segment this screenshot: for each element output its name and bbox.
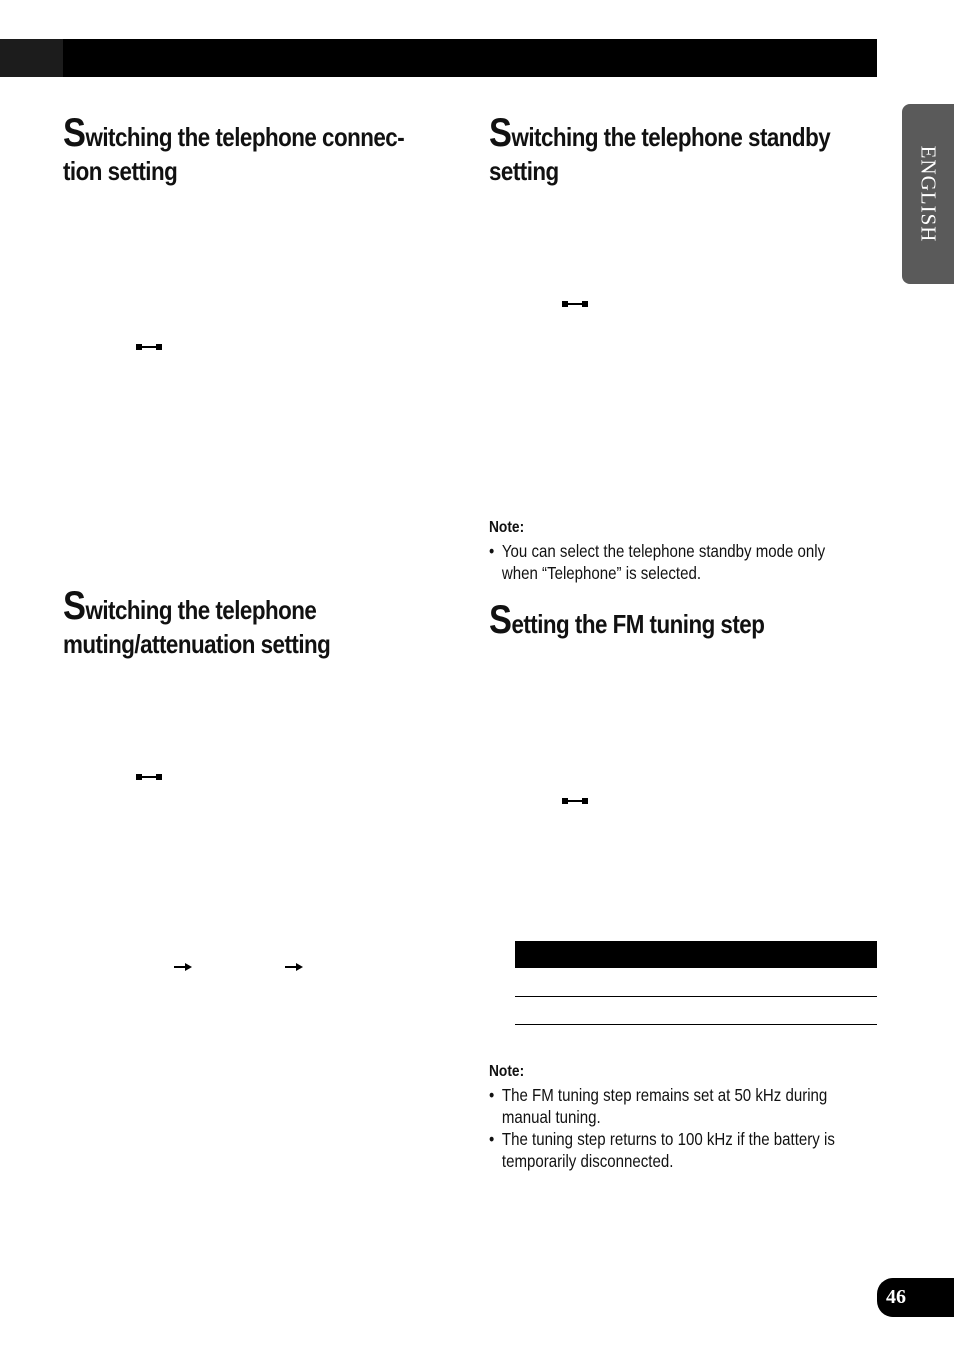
note-list bbox=[489, 1084, 867, 1172]
page-number: 46 bbox=[877, 1278, 954, 1317]
heading-text-line2: setting bbox=[489, 156, 559, 186]
heading-initial: S bbox=[63, 111, 86, 155]
note-item: • You can select the telephone standby mode only when “Telephone” is selected. bbox=[489, 540, 859, 584]
section-heading-connection bbox=[63, 111, 405, 188]
bidirectional-arrow-icon bbox=[562, 300, 588, 308]
note-item: • The tuning step returns to 100 kHz if the battery is temporarily disconnected. bbox=[489, 1128, 867, 1172]
note-label: Note: bbox=[489, 1063, 525, 1080]
heading-text: witching the telephone connec- bbox=[85, 122, 405, 152]
heading-text-line2: tion setting bbox=[63, 156, 178, 186]
heading-text: witching the telephone standby bbox=[511, 122, 831, 152]
section-heading-fm-tuning bbox=[489, 598, 765, 642]
section-heading-muting bbox=[63, 584, 331, 661]
section-heading-standby bbox=[489, 111, 831, 188]
right-arrow-icon bbox=[174, 963, 192, 971]
note-list bbox=[489, 540, 859, 584]
header-bar-left bbox=[0, 39, 63, 77]
heading-initial: S bbox=[489, 598, 512, 642]
table-divider bbox=[515, 1024, 877, 1025]
heading-text: etting the FM tuning step bbox=[511, 609, 765, 639]
note-item: • The FM tuning step remains set at 50 kHz during manual tuning. bbox=[489, 1084, 867, 1128]
header-bar bbox=[63, 39, 877, 77]
language-tab-label: ENGLISH bbox=[916, 145, 941, 243]
heading-text-line2: muting/attenuation setting bbox=[63, 629, 331, 659]
heading-initial: S bbox=[63, 584, 86, 628]
right-arrow-icon bbox=[285, 963, 303, 971]
heading-initial: S bbox=[489, 111, 512, 155]
note-label: Note: bbox=[489, 519, 525, 536]
heading-text: witching the telephone bbox=[85, 595, 317, 625]
bidirectional-arrow-icon bbox=[136, 773, 162, 781]
table-divider bbox=[515, 996, 877, 997]
bidirectional-arrow-icon bbox=[562, 797, 588, 805]
language-tab bbox=[902, 104, 954, 284]
table-header bbox=[515, 941, 877, 968]
bidirectional-arrow-icon bbox=[136, 343, 162, 351]
